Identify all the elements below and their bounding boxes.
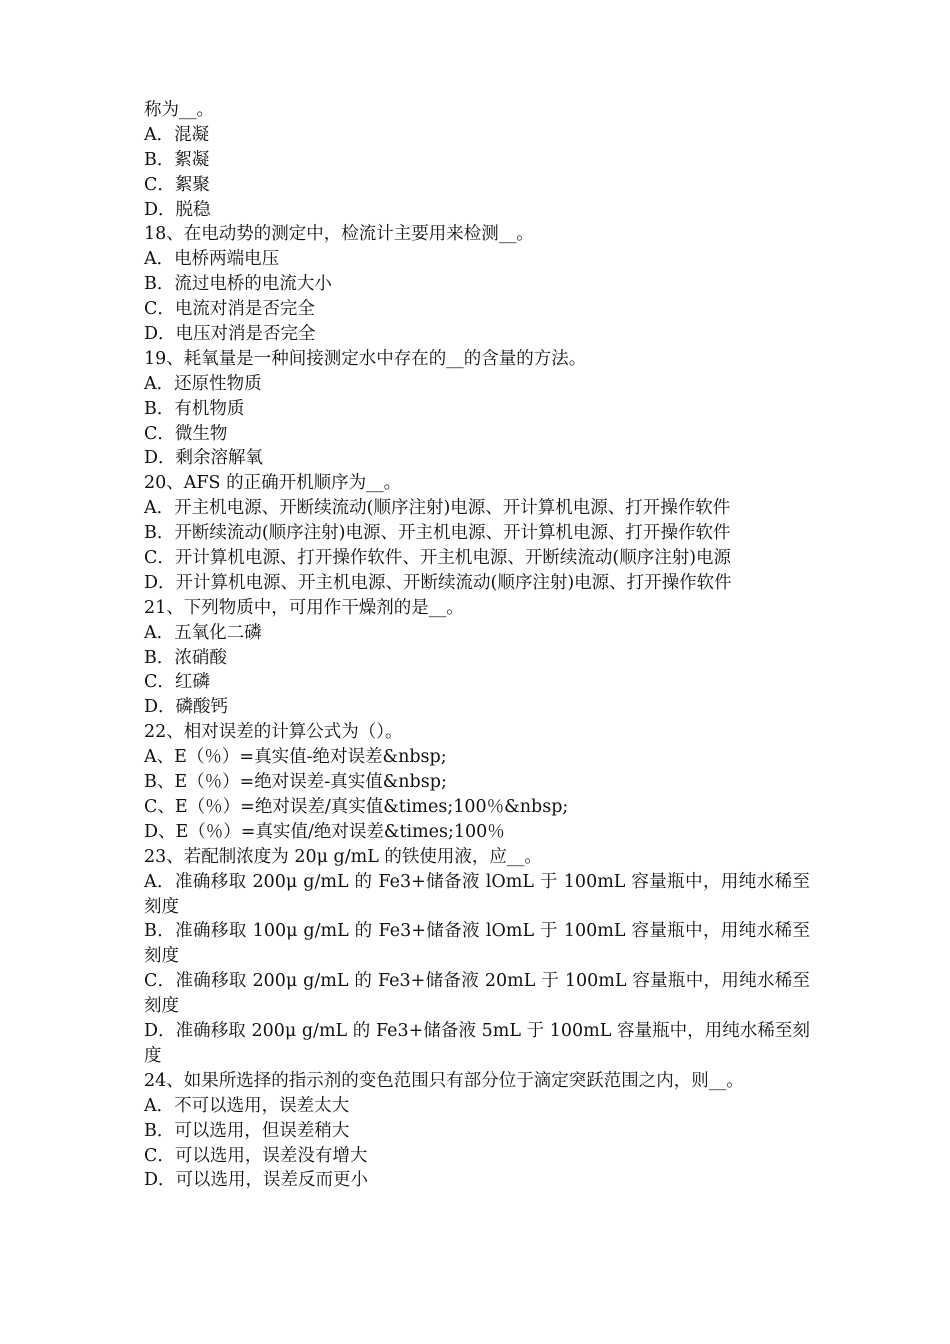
option-c: C．电流对消是否完全 [144, 299, 315, 320]
option-a: A．还原性物质 [144, 373, 262, 394]
option-b: B．准确移取 100μ g/mL 的 Fe3+储备液 lOmL 于 100mL 容量瓶中，用纯水稀至刻度 [144, 921, 810, 967]
question-list [144, 98, 810, 1193]
option-d: D．电压对消是否完全 [144, 324, 316, 345]
question-stem-continuation: 称为__。 [144, 100, 214, 120]
option-a: A．开主机电源、开断续流动(顺序注射)电源、开计算机电源、打开操作软件 [144, 498, 731, 519]
option-c: C．可以选用，误差没有增大 [144, 1145, 368, 1166]
option-b: B．絮凝 [144, 149, 210, 170]
question-23-stem: 23、若配制浓度为 20μ g/mL 的铁使用液，应__。 [144, 846, 542, 867]
question-21-stem: 21、下列物质中，可用作干燥剂的是__。 [144, 597, 464, 618]
option-c: C．红磷 [144, 672, 210, 693]
option-d: D．磷酸钙 [144, 697, 229, 718]
option-c: C、E（％）=绝对误差/真实值&times;100％&nbsp; [144, 796, 569, 817]
option-a: A．准确移取 200μ g/mL 的 Fe3+储备液 lOmL 于 100mL 容量瓶中，用纯水稀至刻度 [144, 871, 810, 917]
question-24-stem: 24、如果所选择的指示剂的变色范围只有部分位于滴定突跃范围之内，则__。 [144, 1070, 744, 1091]
option-a: A、E（％）=真实值-绝对误差&nbsp; [144, 747, 447, 768]
option-b: B．可以选用，但误差稍大 [144, 1120, 350, 1141]
option-a: A．混凝 [144, 124, 210, 145]
option-a: A．五氧化二磷 [144, 622, 262, 643]
option-d: D．可以选用，误差反而更小 [144, 1170, 369, 1191]
question-18-stem: 18、在电动势的测定中，检流计主要用来检测__。 [144, 224, 534, 245]
option-b: B．浓硝酸 [144, 647, 227, 668]
option-b: B、E（％）=绝对误差-真实值&nbsp; [144, 772, 447, 793]
option-d: D、E（％）=真实值/绝对误差&times;100％ [144, 821, 505, 842]
option-c: C．微生物 [144, 423, 228, 444]
option-b: B．有机物质 [144, 398, 245, 419]
option-d: D．脱稳 [144, 199, 211, 220]
option-d: D．剩余溶解氧 [144, 448, 264, 469]
option-d: D．开计算机电源、开主机电源、开断续流动(顺序注射)电源、打开操作软件 [144, 572, 732, 593]
option-b: B．流过电桥的电流大小 [144, 274, 332, 295]
option-d: D．准确移取 200μ g/mL 的 Fe3+储备液 5mL 于 100mL 容量瓶中，用纯水稀至刻度 [144, 1021, 810, 1066]
option-c: C．开计算机电源、打开操作软件、开主机电源、开断续流动(顺序注射)电源 [144, 548, 732, 569]
option-a: A．电桥两端电压 [144, 249, 280, 270]
option-c: C．准确移取 200μ g/mL 的 Fe3+储备液 20mL 于 100mL 容量瓶中，用纯水稀至刻度 [144, 971, 810, 1017]
option-c: C．絮聚 [144, 174, 210, 195]
question-22-stem: 22、相对误差的计算公式为（）。 [144, 722, 403, 743]
question-20-stem: 20、AFS 的正确开机顺序为__。 [144, 473, 402, 494]
option-a: A．不可以选用，误差太大 [144, 1095, 350, 1116]
question-19-stem: 19、耗氧量是一种间接测定水中存在的__的含量的方法。 [144, 348, 587, 369]
option-b: B．开断续流动(顺序注射)电源、开主机电源、开计算机电源、打开操作软件 [144, 523, 731, 544]
